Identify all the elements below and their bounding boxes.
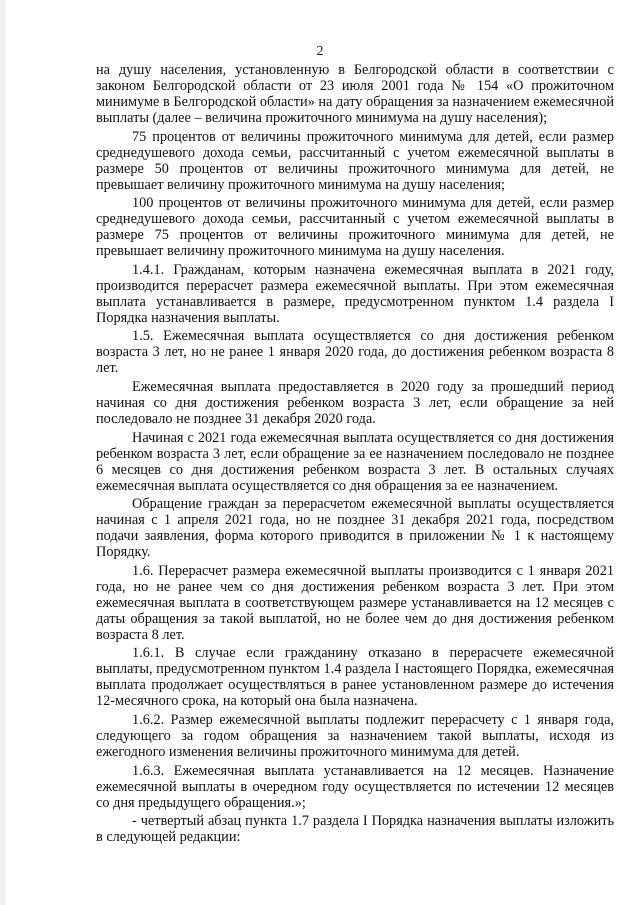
paragraph-10: 1.6.1. В случае если гражданину отказано в перерасчете ежемесячной выплаты, предусмотренном пунктом 1.4 раздела I настоящего Порядка, ежемесячная выплата продолжает осуществляться в ранее установленном размере до истечения 12-месячного срока, на который она была назначена. — [96, 645, 614, 710]
paragraph-5: 1.5. Ежемесячная выплата осуществляется со дня достижения ребенком возраста 3 лет, но не ранее 1 января 2020 года, до достижения ребенком возраста 8 лет. — [96, 328, 614, 377]
paragraph-6: Ежемесячная выплата предоставляется в 2020 году за прошедший период начиная со дня достижения ребенком возраста 3 лет, если обращение за ней последовало не позднее 31 декабря 2020 года. — [96, 378, 614, 427]
scan-edge — [0, 0, 6, 905]
paragraph-13: - четвертый абзац пункта 1.7 раздела I Порядка назначения выплаты изложить в следующей редакции: — [96, 813, 614, 846]
paragraph-8: Обращение граждан за перерасчетом ежемесячной выплаты осуществляется начиная с 1 апреля 2021 года, но не позднее 31 декабря 2021 года, посредством подачи заявления, форма которого приводится в приложении № 1 к настоящему Порядку. — [96, 496, 614, 561]
paragraph-3: 100 процентов от величины прожиточного минимума для детей, если размер среднедушевого дохода семьи, рассчитанный с учетом ежемесячной выплаты в размере 75 процентов от величины прожиточного минимума для детей, не превышает величину прожиточного минимума на душу населения. — [96, 195, 614, 260]
paragraph-4: 1.4.1. Гражданам, которым назначена ежемесячная выплата в 2021 году, производится перерасчет размера ежемесячной выплаты. При этом ежемесячная выплата устанавливается в размере, предусмотренном пунктом 1.4 раздела I Порядка назначения выплаты. — [96, 261, 614, 326]
paragraph-2: 75 процентов от величины прожиточного минимума для детей, если размер среднедушевого дохода семьи, рассчитанный с учетом ежемесячной выплаты в размере 50 процентов от величины прожиточного минимума для детей, не превышает величину прожиточного минимума на душу населения; — [96, 128, 614, 193]
paragraph-9: 1.6. Перерасчет размера ежемесячной выплаты производится с 1 января 2021 года, но не ранее чем со дня достижения ребенком возраста 3 лет. При этом ежемесячная выплата в соответствующем размере устанавливается на 12 месяцев с даты обращения за такой выплатой, но не более чем до дня достижения ребенком возраста 8 лет. — [96, 562, 614, 643]
paragraph-12: 1.6.3. Ежемесячная выплата устанавливается на 12 месяцев. Назначение ежемесячной выплаты в очередном году осуществляется по истечении 12 месяцев со дня предыдущего обращения.»; — [96, 762, 614, 811]
paragraph-1: на душу населения, установленную в Белгородской области в соответствии с законом Белгородской области от 23 июля 2001 года № 154 «О прожиточном минимуме в Белгородской области» на дату обращения за назначением ежемесячной выплаты (далее – величина прожиточного минимума на душу населения); — [96, 62, 614, 126]
paragraph-7: Начиная с 2021 года ежемесячная выплата осуществляется со дня достижения ребенком возраста 3 лет, если обращение за ее назначением последовало не позднее 6 месяцев со дня достижения ребенком возраста 3 лет. В остальных случаях ежемесячная выплата осуществляется со дня обращения за ее назначением. — [96, 429, 614, 494]
paragraph-11: 1.6.2. Размер ежемесячной выплаты подлежит перерасчету с 1 января года, следующего за годом обращения за назначением такой выплаты, исходя из ежегодного изменения величины прожиточного минимума для детей. — [96, 711, 614, 760]
page-number: 2 — [316, 44, 324, 59]
document-body — [96, 62, 614, 848]
